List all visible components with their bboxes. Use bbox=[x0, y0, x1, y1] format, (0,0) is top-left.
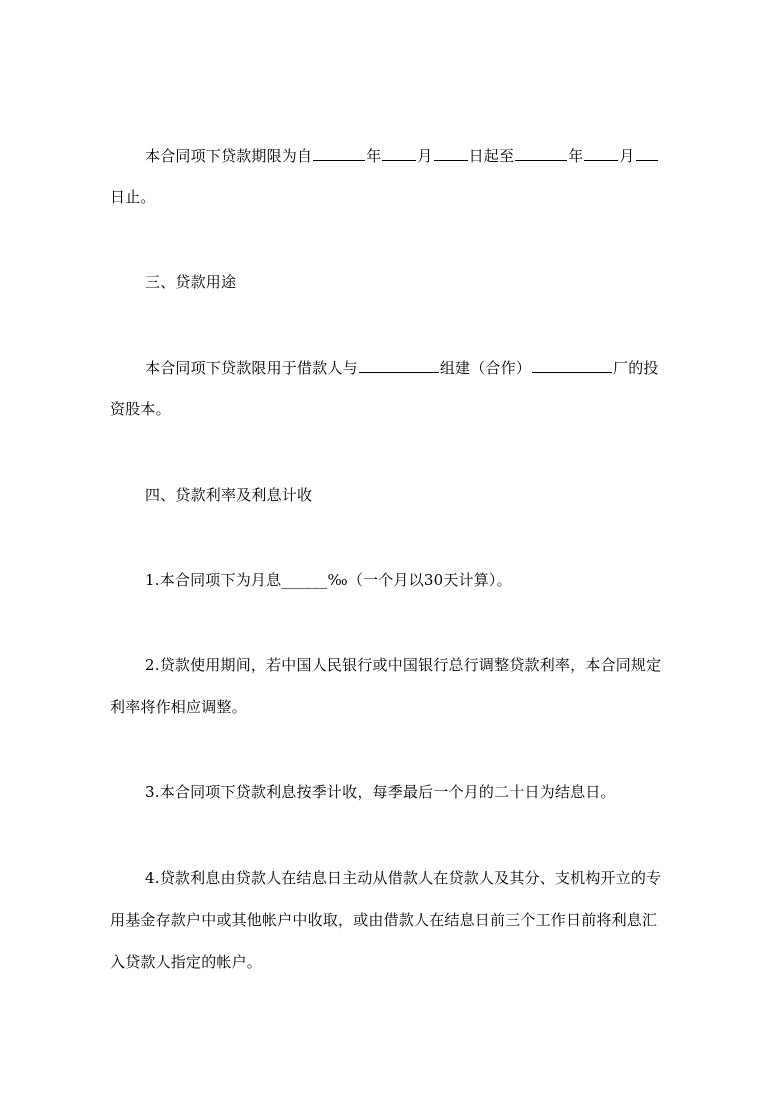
loan-term-tail: 日止。 bbox=[110, 188, 156, 206]
start-month-blank bbox=[382, 146, 416, 161]
interest-item-4-line3: 入贷款人指定的帐户。 bbox=[110, 953, 263, 971]
end-year-label: 年 bbox=[568, 147, 584, 165]
end-day-blank bbox=[636, 146, 658, 161]
interest-item-2-line1: 2.贷款使用期间，若中国人民银行或中国银行总行调整贷款利率，本合同规定 bbox=[145, 656, 662, 674]
loan-purpose-end: 厂的投 bbox=[613, 359, 659, 377]
start-year-blank bbox=[313, 146, 365, 161]
start-day-blank bbox=[434, 146, 468, 161]
interest-item-2-line2: 利率将作相应调整。 bbox=[110, 698, 247, 716]
start-day-label: 日起至 bbox=[468, 147, 515, 165]
start-year-label: 年 bbox=[366, 147, 382, 165]
loan-term-line bbox=[145, 146, 659, 165]
loan-purpose-prefix: 本合同项下贷款限用于借款人与 bbox=[145, 359, 358, 377]
section4-heading: 四、贷款利率及利息计收 bbox=[145, 486, 313, 504]
section3-heading: 三、贷款用途 bbox=[145, 273, 237, 291]
partner-blank bbox=[359, 358, 439, 373]
interest-item-3: 3.本合同项下贷款利息按季计收，每季最后一个月的二十日为结息日。 bbox=[145, 783, 616, 801]
interest-item-4-line1: 4.贷款利息由贷款人在结息日主动从借款人在贷款人及其分、支机构开立的专 bbox=[145, 869, 662, 887]
end-month-blank bbox=[584, 146, 618, 161]
loan-purpose-mid: 组建（合作） bbox=[439, 359, 532, 377]
factory-blank bbox=[532, 358, 612, 373]
interest-item-4-line2: 用基金存款户中或其他帐户中收取，或由借款人在结息日前三个工作日前将利息汇 bbox=[110, 911, 658, 929]
loan-purpose-cont: 资股本。 bbox=[110, 400, 171, 418]
start-month-label: 月 bbox=[417, 147, 433, 165]
end-month-label: 月 bbox=[619, 147, 635, 165]
end-year-blank bbox=[515, 146, 567, 161]
interest-item-1: 1.本合同项下为月息______‰（一个月以30天计算）。 bbox=[145, 571, 512, 589]
loan-term-prefix: 本合同项下贷款期限为自 bbox=[145, 147, 313, 165]
loan-purpose-line bbox=[145, 358, 659, 377]
